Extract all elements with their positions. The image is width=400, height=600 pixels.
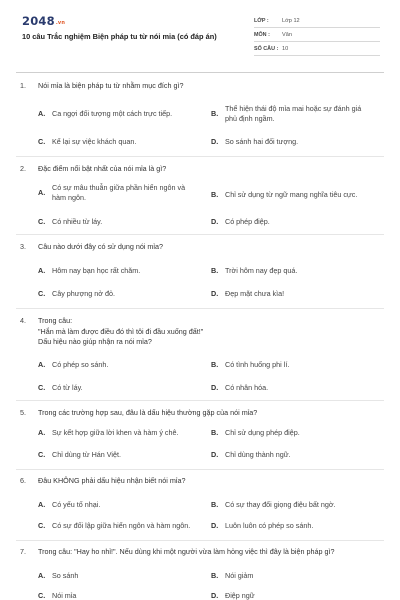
option-letter: D. [211, 217, 219, 226]
meta-value: Lớp 12 [282, 17, 300, 24]
question-stem [20, 242, 380, 253]
option-d[interactable] [211, 217, 381, 227]
option-a[interactable] [38, 500, 208, 510]
option-text: Có từ láy. [52, 383, 83, 392]
option-text: Thể hiện thái độ mỉa mai hoặc sự đánh giá [225, 104, 362, 113]
option-d[interactable] [211, 591, 381, 600]
option-letter: A. [38, 360, 46, 369]
option-text: So sánh hai đối tượng. [225, 137, 299, 146]
option-b[interactable] [211, 266, 381, 276]
question-number: 4. [20, 316, 26, 325]
option-b[interactable] [211, 190, 381, 200]
option-text: Ca ngợi đối tượng một cách trực tiếp. [52, 109, 173, 118]
option-b[interactable] [211, 500, 381, 510]
option-text: Chỉ dùng từ Hán Việt. [52, 450, 122, 459]
option-letter: A. [38, 109, 46, 118]
option-b[interactable] [211, 360, 381, 370]
option-text: Chỉ sử dụng phép điệp. [225, 428, 300, 437]
option-text: Luôn luôn có phép so sánh. [225, 521, 314, 530]
meta-value: 10 [282, 45, 289, 52]
question-separator [16, 400, 384, 401]
meta-value: Văn [282, 31, 292, 38]
option-text: Có phép điệp. [225, 217, 270, 226]
question-stem [20, 547, 380, 558]
option-letter: B. [211, 266, 219, 275]
option-letter: D. [211, 591, 219, 600]
option-letter: A. [38, 188, 46, 197]
meta-label: SỐ CÂU : [254, 45, 279, 52]
question-number: 2. [20, 164, 26, 173]
option-a[interactable] [38, 428, 208, 438]
option-c[interactable] [38, 217, 208, 227]
option-letter: A. [38, 428, 46, 437]
option-letter: A. [38, 500, 46, 509]
option-text: Nói mỉa [52, 591, 77, 600]
option-a[interactable] [38, 266, 208, 276]
option-text: Cây phượng nở đỏ. [52, 289, 115, 298]
option-c[interactable] [38, 289, 208, 299]
option-text: Chỉ sử dụng từ ngữ mang nghĩa tiêu cực. [225, 190, 358, 199]
option-b[interactable] [211, 428, 381, 438]
option-text: Chỉ dùng thành ngữ. [225, 450, 291, 459]
question-number: 7. [20, 547, 26, 556]
meta-label: LỚP : [254, 17, 269, 24]
option-letter: D. [211, 450, 219, 459]
option-letter: C. [38, 289, 46, 298]
option-letter: C. [38, 217, 46, 226]
option-c[interactable] [38, 383, 208, 393]
option-text: Có phép so sánh. [52, 360, 109, 369]
option-text: Có sự mâu thuẫn giữa phần hiển ngôn và [52, 183, 186, 192]
question-stem [20, 164, 380, 175]
option-letter: B. [211, 500, 219, 509]
option-c[interactable] [38, 521, 208, 531]
meta-label: MÔN : [254, 31, 270, 38]
option-a[interactable] [38, 571, 208, 581]
option-text: Có sự thay đổi giọng điệu bất ngờ. [225, 500, 336, 509]
option-b[interactable] [211, 571, 381, 581]
option-text: Hôm nay bạn học rất chăm. [52, 266, 141, 275]
option-letter: C. [38, 383, 46, 392]
option-text: hàm ngôn. [52, 193, 86, 202]
option-c[interactable] [38, 450, 208, 460]
stem-line: Đặc điểm nổi bật nhất của nói mỉa là gì? [38, 164, 167, 173]
option-letter: C. [38, 450, 46, 459]
option-letter: B. [211, 428, 219, 437]
option-text: So sánh [52, 571, 79, 580]
option-text: Có nhân hóa. [225, 383, 269, 392]
logo-text: 2048 [22, 14, 55, 28]
option-text: Sự kết hợp giữa lời khen và hàm ý chê. [52, 428, 179, 437]
option-d[interactable] [211, 383, 381, 393]
question-separator [16, 156, 384, 157]
option-letter: D. [211, 521, 219, 530]
option-a[interactable] [38, 360, 208, 370]
option-letter: D. [211, 289, 219, 298]
stem-line: Trong các trường hợp sau, đâu là dấu hiệu thường gặp của nói mỉa? [38, 408, 258, 417]
option-text: Trời hôm nay đẹp quá. [225, 266, 298, 275]
option-letter: D. [211, 383, 219, 392]
option-text: Có yếu tố nhại. [52, 500, 101, 509]
question-separator [16, 469, 384, 470]
option-letter: A. [38, 266, 46, 275]
option-letter: B. [211, 109, 219, 118]
stem-line: Câu nào dưới đây có sử dụng nói mỉa? [38, 242, 164, 251]
option-text: Có sự đối lập giữa hiển ngôn và hàm ngôn. [52, 521, 191, 530]
stem-line: Dấu hiệu nào giúp nhận ra nói mỉa? [38, 337, 152, 346]
question-stem [20, 408, 380, 419]
question-number: 3. [20, 242, 26, 251]
question-number: 1. [20, 81, 26, 90]
option-letter: D. [211, 137, 219, 146]
option-d[interactable] [211, 450, 381, 460]
option-text: Có nhiều từ láy. [52, 217, 103, 226]
question-stem [20, 316, 380, 348]
option-letter: B. [211, 190, 219, 199]
stem-line: Đâu KHÔNG phải dấu hiệu nhận biết nói mỉa? [38, 476, 186, 485]
option-text: Điệp ngữ [225, 591, 255, 600]
stem-line: Trong câu: "Hay ho nhỉ!". Nếu dùng khi một người vừa làm hỏng việc thì đây là biện pháp gì? [38, 547, 335, 556]
option-d[interactable] [211, 289, 381, 299]
stem-line: Nói mỉa là biện pháp tu từ nhằm mục đích gì? [38, 81, 184, 90]
option-text: Nói giảm [225, 571, 254, 580]
stem-line: "Hắn mà làm được điều đó thì tôi đi đầu xuống đất!" [38, 326, 204, 336]
option-c[interactable] [38, 137, 208, 147]
option-text: Kể lại sự việc khách quan. [52, 137, 137, 146]
option-letter: C. [38, 521, 46, 530]
logo-suffix: .vn [55, 20, 66, 26]
question-separator [16, 540, 384, 541]
question-number: 5. [20, 408, 26, 417]
stem-line: Trong câu: [38, 316, 73, 325]
option-a[interactable] [38, 183, 208, 203]
question-stem [20, 476, 380, 487]
option-c[interactable] [38, 591, 208, 600]
question-stem [20, 81, 380, 92]
option-a[interactable] [38, 109, 208, 119]
option-text: phủ định ngầm. [225, 114, 275, 123]
question-number: 6. [20, 476, 26, 485]
option-d[interactable] [211, 137, 381, 147]
option-letter: C. [38, 137, 46, 146]
option-text: Có tình huống phi lí. [225, 360, 290, 369]
option-d[interactable] [211, 521, 381, 531]
option-letter: C. [38, 591, 46, 600]
option-text: Đẹp mặt chưa kìa! [225, 289, 285, 298]
question-separator [16, 234, 384, 235]
question-separator [16, 308, 384, 309]
option-letter: B. [211, 571, 219, 580]
option-letter: A. [38, 571, 46, 580]
option-b[interactable] [211, 104, 381, 124]
option-letter: B. [211, 360, 219, 369]
document-title: 10 câu Trắc nghiệm Biện pháp tu từ nói mỉa (có đáp án) [22, 32, 217, 41]
